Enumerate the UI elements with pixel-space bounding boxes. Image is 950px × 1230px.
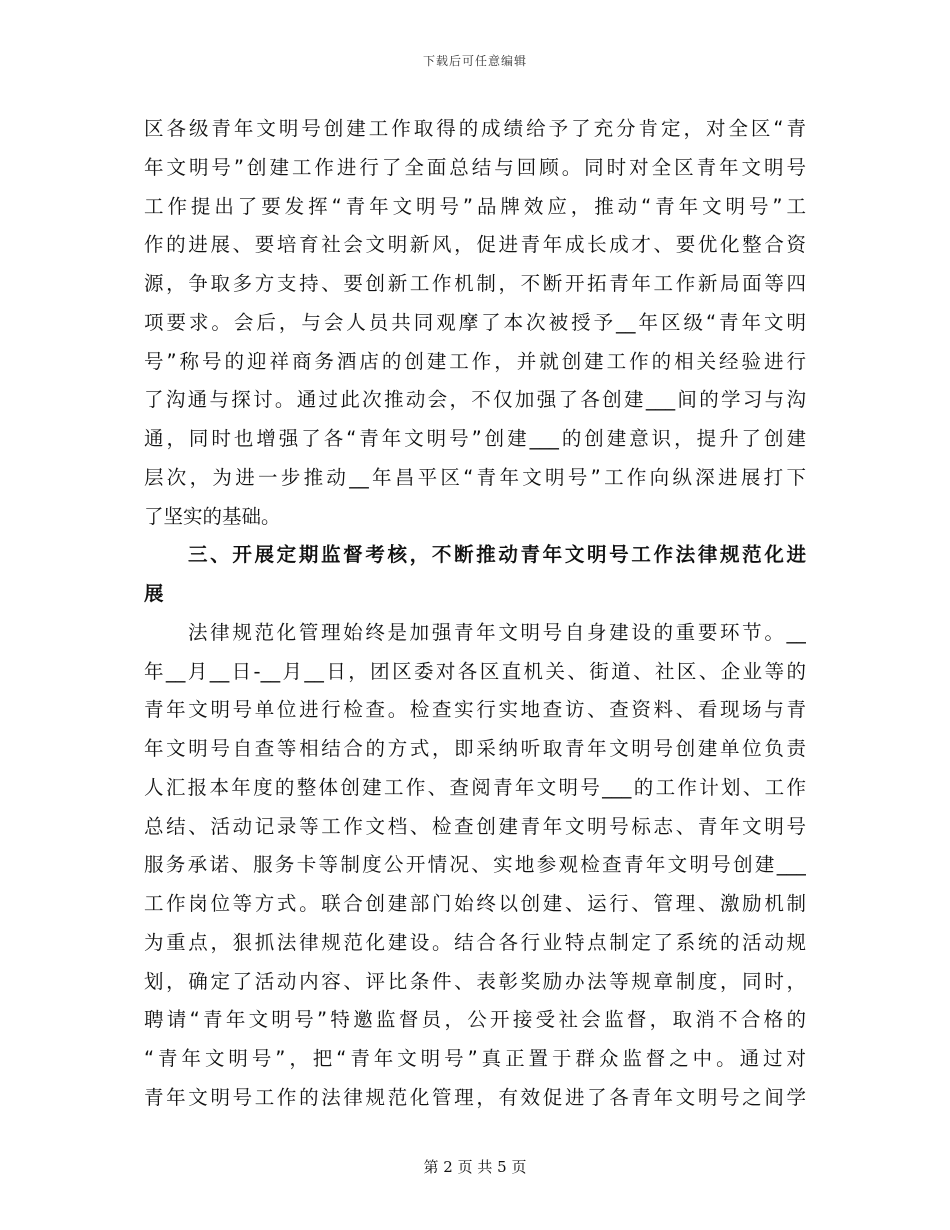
text-line: 项要求。会后，与会人员共同观摩了本次被授予__年区级“青年文明 <box>144 310 806 334</box>
text-line: 源，争取多方支持、要创新工作机制，不断开拓青年工作新局面等四 <box>144 272 806 295</box>
text-line: 为重点，狠抓法律规范化建设。结合各行业特点制定了系统的活动规 <box>144 930 806 954</box>
page-number: 第 2 页 共 5 页 <box>423 1158 527 1176</box>
heading-line: 展 <box>144 582 164 605</box>
text-line: 聘请“青年文明号”特邀监督员，公开接受社会监督，取消不合格的 <box>144 1008 806 1032</box>
document-body <box>144 110 806 1118</box>
text-line: 年文明号”创建工作进行了全面总结与回顾。同时对全区青年文明号 <box>144 155 806 179</box>
section-paragraph <box>144 614 806 1118</box>
text-line: 了沟通与探讨。通过此次推动会，不仅加强了各创建___间的学习与沟 <box>144 388 806 412</box>
text-line: 区各级青年文明号创建工作取得的成绩给予了充分肯定，对全区“青 <box>144 117 806 140</box>
text-line: 了坚实的基础。 <box>144 504 281 528</box>
text-line: 青年文明号工作的法律规范化管理，有效促进了各青年文明号之间学 <box>144 1085 806 1109</box>
text-line: 号”称号的迎祥商务酒店的创建工作，并就创建工作的相关经验进行 <box>144 349 806 373</box>
text-line: 作的进展、要培育社会文明新风，促进青年成长成才、要优化整合资 <box>144 233 806 257</box>
text-line: 工作提出了要发挥“青年文明号”品牌效应，推动“青年文明号”工 <box>144 194 806 218</box>
text-line: 通，同时也增强了各“青年文明号”创建___的创建意识，提升了创建 <box>144 427 806 450</box>
text-line: 层次，为进一步推动__年昌平区“青年文明号”工作向纵深进展打下 <box>144 465 806 489</box>
text-line: 青年文明号单位进行检查。检查实行实地查访、查资料、看现场与青 <box>144 698 806 722</box>
text-line: “青年文明号”，把“青年文明号”真正置于群众监督之中。通过对 <box>144 1047 806 1070</box>
page-header: 下载后可任意编辑 <box>422 54 527 68</box>
text-line: 法律规范化管理始终是加强青年文明号自身建设的重要环节。__ <box>188 620 806 644</box>
text-line: 工作岗位等方式。联合创建部门始终以创建、运行、管理、激励机制 <box>144 892 806 915</box>
text-line: 服务承诺、服务卡等制度公开情况、实地参观检查青年文明号创建___ <box>144 853 806 877</box>
heading-line: 三、开展定期监督考核，不断推动青年文明号工作法律规范化进 <box>188 543 806 567</box>
text-line: 总结、活动记录等工作文档、检查创建青年文明号标志、青年文明号 <box>144 814 806 838</box>
text-line: 年__月__日-__月__日，团区委对各区直机关、街道、社区、企业等的 <box>144 659 806 683</box>
section-heading <box>144 536 806 614</box>
paragraph-continuation <box>144 110 806 536</box>
text-line: 人汇报本年度的整体创建工作、查阅青年文明号___的工作计划、工作 <box>144 775 806 799</box>
text-line: 划，确定了活动内容、评比条件、表彰奖励办法等规章制度，同时， <box>144 969 806 993</box>
text-line: 年文明号自查等相结合的方式，即采纳听取青年文明号创建单位负责 <box>144 737 806 760</box>
